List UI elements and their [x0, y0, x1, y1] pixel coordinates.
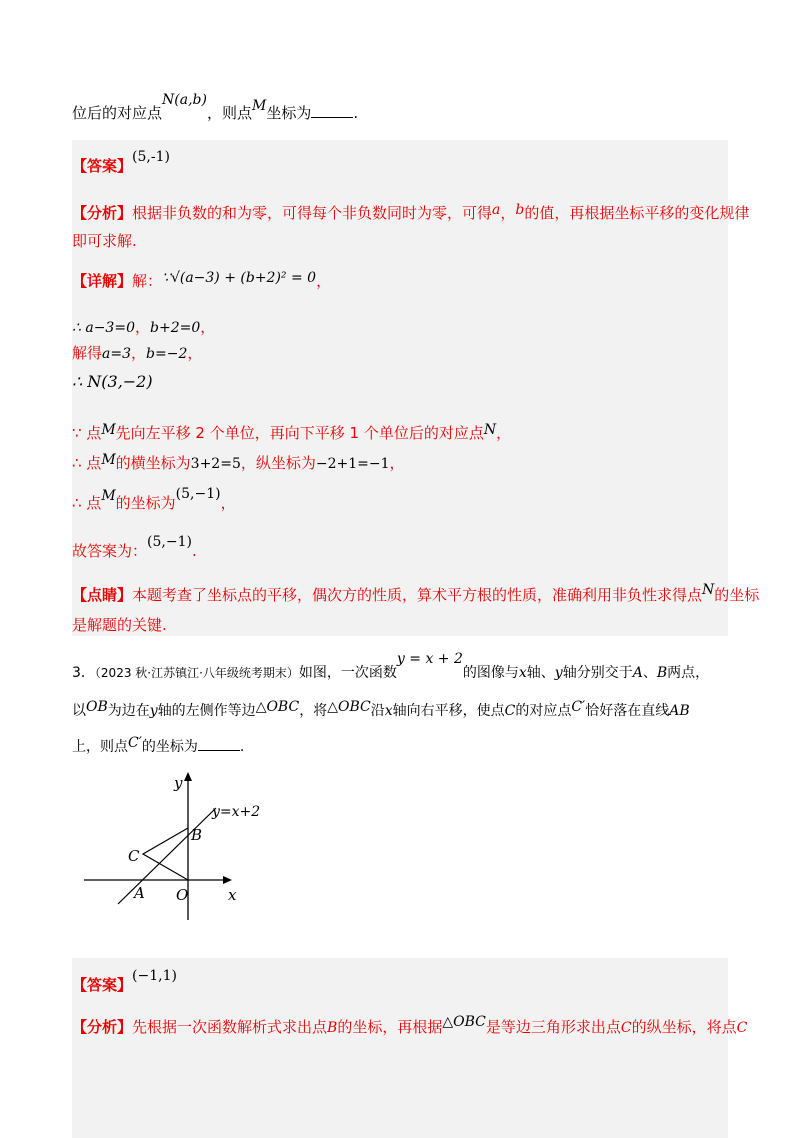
text: 解：	[132, 272, 163, 290]
math-equation: ∴ a−3=0	[72, 320, 135, 336]
answer-blank	[311, 103, 353, 118]
text: 是等边三角形求出点	[485, 1018, 621, 1036]
text: ，纵坐标为	[240, 454, 316, 472]
text: 的对应点	[515, 703, 572, 719]
math-var: M	[101, 452, 116, 468]
answer-blank	[198, 736, 240, 751]
math-point-n: N(a,b)	[162, 92, 207, 108]
analysis-label: 【分析】	[72, 204, 133, 222]
text: 先向左平移 2 个单位，再向下平移 1 个单位后的对应点	[115, 424, 484, 442]
q2-detail-l8	[72, 534, 197, 561]
text: 以	[72, 703, 86, 719]
text: 根据非负数的和为零，可得每个非负数同时为零，可得	[132, 204, 493, 222]
text: 的坐标为	[141, 739, 198, 755]
answer-label: 【答案】	[72, 157, 133, 175]
text: 轴、	[526, 665, 555, 681]
comment-label: 【点睛】	[72, 586, 133, 604]
q3-stem-line2	[72, 700, 690, 720]
q2-detail-l2	[72, 316, 215, 337]
text: 两点，	[667, 665, 710, 681]
q2-answer	[72, 149, 170, 176]
math-equation: 3+2=5	[190, 456, 241, 472]
text: 位后的对应点	[72, 104, 163, 122]
q3-analysis	[72, 1016, 747, 1037]
math-var: b	[515, 202, 525, 218]
math-equation: (5,−1)	[175, 486, 221, 502]
text: 解得	[72, 344, 103, 362]
math-var: M	[101, 488, 116, 504]
text: 轴的左侧作等边	[157, 703, 256, 719]
detail-label: 【详解】	[72, 272, 133, 290]
math-var: N	[702, 582, 715, 598]
text: 、	[642, 665, 657, 681]
text: 恰好落在直线	[585, 703, 670, 719]
text: 先根据一次函数解析式求出点	[132, 1018, 328, 1036]
text: 的纵坐标，将点	[631, 1018, 737, 1036]
answer-value: (−1,1)	[132, 968, 177, 984]
math-var: C	[504, 703, 516, 719]
math-var: y	[149, 703, 158, 719]
text: ，	[220, 494, 236, 512]
math-equation: b=−2	[146, 346, 188, 362]
label-o: O	[176, 886, 189, 904]
q2-detail-l7	[72, 486, 236, 513]
text: ，将	[299, 703, 328, 719]
text: ，	[200, 318, 216, 336]
y-axis-arrow	[184, 772, 192, 781]
q2-detail-l3	[72, 342, 202, 363]
q2-detail-l1	[72, 270, 331, 291]
math-var: C′	[571, 699, 586, 715]
math-equation: (5,−1)	[147, 534, 192, 550]
text: ∴ 点	[72, 454, 102, 472]
text: 轴向右平移，使点	[392, 703, 505, 719]
q2-comment-line2: 是解题的关键.	[72, 616, 167, 634]
label-a: A	[134, 884, 145, 902]
text: ∴ 点	[72, 494, 102, 512]
text: 故答案为：	[72, 542, 148, 560]
text: 沿	[370, 703, 385, 719]
text: .	[239, 739, 245, 755]
math-var: x	[518, 665, 527, 681]
text: ，	[389, 454, 405, 472]
text: 上，则点	[72, 739, 128, 755]
text: ，	[131, 344, 147, 362]
text: ∵ 点	[72, 424, 102, 442]
text: 的坐标，再根据	[337, 1018, 443, 1036]
label-b: B	[191, 826, 203, 844]
math-var: M	[101, 422, 116, 438]
math-var: B	[656, 665, 668, 681]
q2-comment	[72, 584, 759, 605]
math-segment: OB	[86, 699, 108, 715]
label-y: y	[174, 774, 183, 792]
math-point-m: M	[251, 98, 267, 114]
math-var: C′	[128, 735, 142, 751]
text: 的横坐标为	[115, 454, 191, 472]
text: ，则点	[206, 104, 252, 122]
analysis-label: 【分析】	[72, 1018, 133, 1036]
text: 本题考查了坐标点的平移，偶次方的性质，算术平方根的性质，准确利用非负性求得点	[132, 586, 703, 604]
question-number: 3．	[72, 665, 95, 681]
math-var: B	[327, 1020, 338, 1036]
math-triangle: △OBC	[255, 699, 300, 715]
text: 如图，一次函数	[298, 665, 397, 681]
text: 坐标为	[266, 104, 312, 122]
text: 的坐标为	[115, 494, 176, 512]
answer-label: 【答案】	[72, 976, 133, 994]
q2-detail-l6	[72, 452, 405, 473]
math-equation: b+2=0	[150, 320, 201, 336]
text: 的值，再根据坐标平移的变化规律	[524, 204, 750, 222]
q2-analysis-line2: 即可求解.	[72, 232, 137, 250]
label-line: y=x+2	[212, 804, 261, 820]
math-var: C	[736, 1020, 748, 1036]
text: ，	[316, 272, 332, 290]
text: ，	[496, 424, 512, 442]
q2-stem-line	[72, 92, 359, 123]
text: 轴分别交于	[562, 665, 633, 681]
text: 的图像与	[462, 665, 519, 681]
math-triangle: △OBC	[442, 1014, 486, 1030]
q2-detail-l5	[72, 422, 511, 443]
math-var: C	[620, 1020, 632, 1036]
text: .	[353, 104, 359, 122]
question-source: （2023 秋·江苏镇江·八年级统考期末）	[94, 666, 299, 680]
q3-stem-line1	[72, 651, 710, 682]
q2-analysis	[72, 202, 749, 223]
x-axis-arrow	[223, 876, 232, 884]
math-var: x	[384, 703, 393, 719]
math-function: y = x + 2	[396, 651, 463, 667]
text: ，	[500, 204, 516, 222]
text: 为边在	[107, 703, 150, 719]
text: ，	[187, 344, 203, 362]
q3-answer	[72, 968, 177, 995]
text: ，	[134, 318, 150, 336]
math-segment: AB	[669, 703, 690, 719]
label-x: x	[228, 886, 237, 904]
math-var: y	[554, 665, 563, 681]
math-var: A	[632, 665, 643, 681]
answer-value: (5,-1)	[132, 149, 170, 165]
math-equation: ∵√(a−3) + (b+2)² = 0	[162, 270, 317, 286]
text: 的坐标	[714, 586, 760, 604]
label-c: C	[128, 847, 140, 865]
q3-figure	[80, 770, 290, 940]
math-equation: a=3	[102, 346, 131, 362]
math-equation: ∴ N(3,−2)	[72, 372, 153, 391]
math-triangle: △OBC	[327, 699, 371, 715]
math-var: N	[483, 422, 497, 438]
text: .	[191, 542, 197, 560]
q3-stem-line3	[72, 736, 244, 756]
math-equation: −2+1=−1	[315, 456, 390, 472]
q2-detail-l4	[72, 372, 153, 391]
math-var: a	[492, 202, 501, 218]
